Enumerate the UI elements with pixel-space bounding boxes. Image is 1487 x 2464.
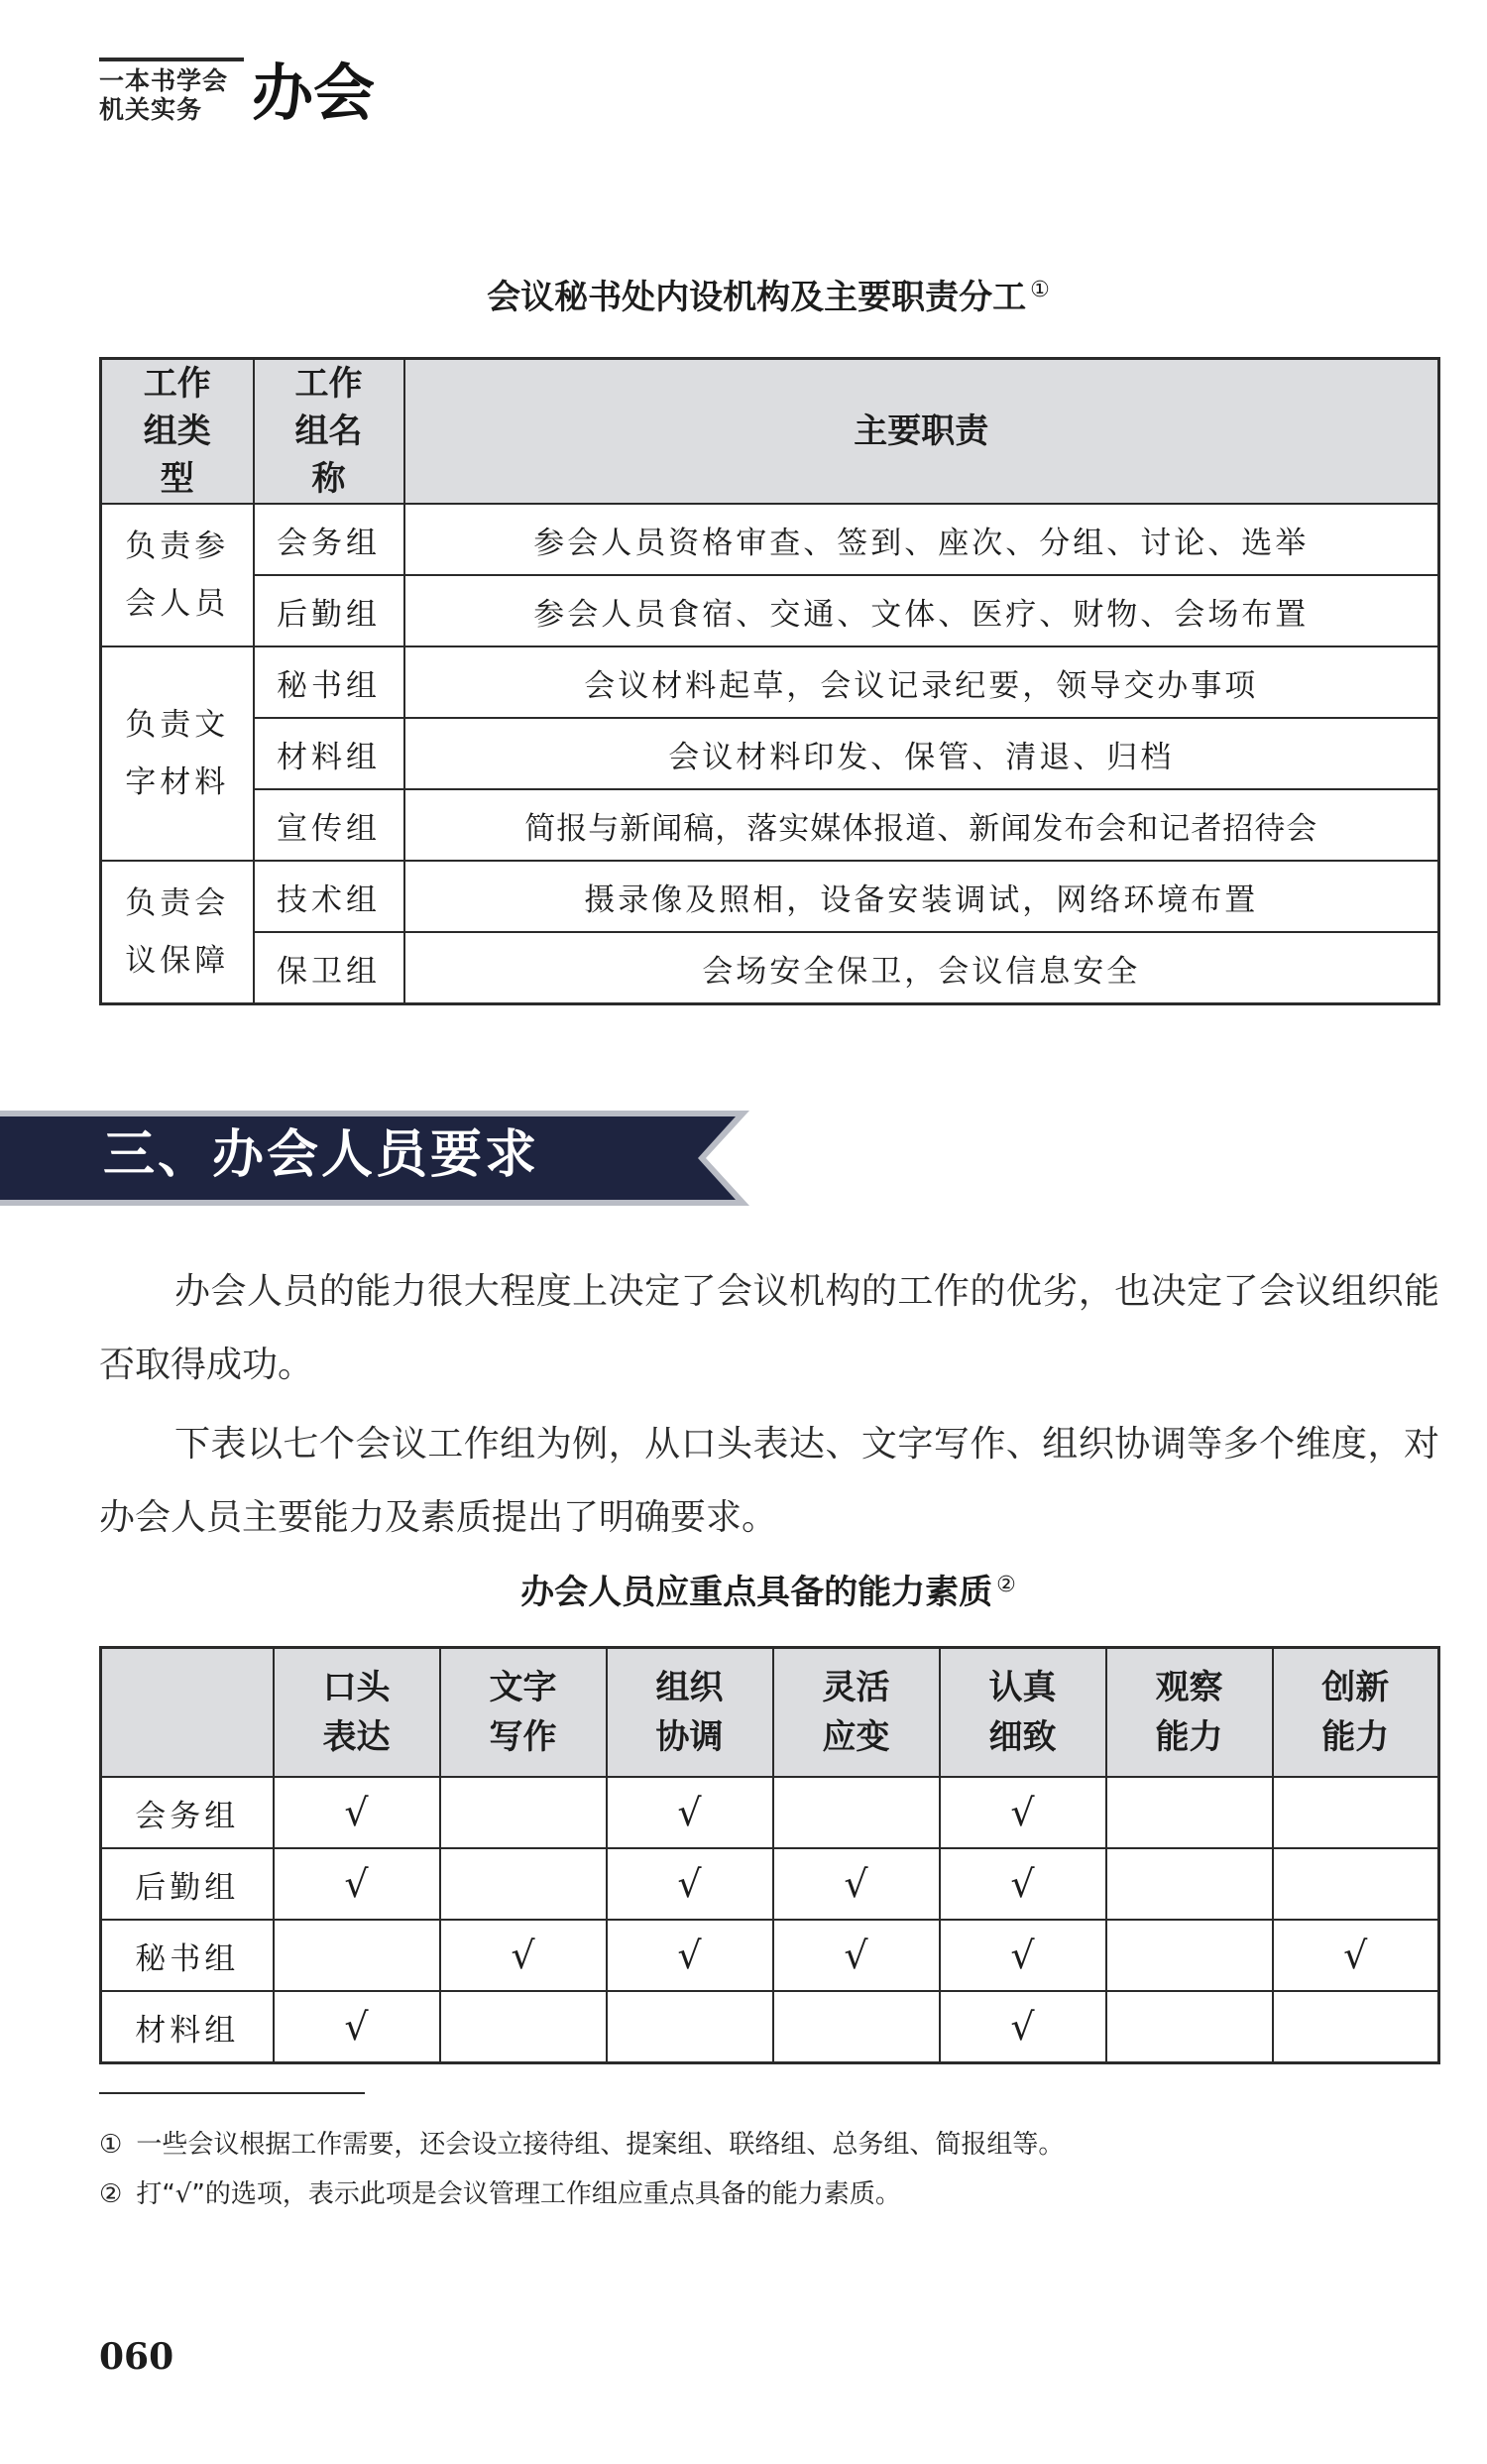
table-row	[101, 718, 1439, 789]
check-mark: √	[1273, 1920, 1439, 1991]
check-mark: √	[274, 1991, 440, 2063]
table1-caption-text: 会议秘书处内设机构及主要职责分工	[487, 278, 1027, 317]
group-type-cell	[101, 646, 254, 861]
column-header-type	[101, 359, 254, 505]
footnote-2	[99, 2175, 1447, 2213]
ability-header	[607, 1648, 773, 1778]
group-name-cell: 会务组	[101, 1777, 274, 1848]
table-row	[101, 646, 1439, 718]
check-mark: √	[940, 1777, 1106, 1848]
empty-cell	[1273, 1777, 1439, 1848]
table-row	[101, 789, 1439, 861]
table-row	[101, 861, 1439, 932]
ability-header	[1273, 1648, 1439, 1778]
group-name-cell: 会务组	[254, 504, 404, 575]
footnote-mark: ②	[99, 2179, 123, 2209]
table-row	[101, 504, 1439, 575]
check-mark: √	[773, 1920, 940, 1991]
check-mark: √	[940, 1920, 1106, 1991]
section-banner	[0, 1111, 753, 1206]
book-title: 办会	[252, 57, 376, 129]
column-header-name	[254, 359, 404, 505]
table-row	[101, 1777, 1439, 1848]
group-name-cell: 材料组	[101, 1991, 274, 2063]
check-mark: √	[274, 1777, 440, 1848]
group-type-cell	[101, 861, 254, 1004]
ability-header	[274, 1648, 440, 1778]
ability-header-label: 认真细致	[988, 1668, 1057, 1757]
ability-header-label: 文字写作	[489, 1668, 557, 1757]
column-header-type-label: 工作组类型	[143, 364, 211, 499]
check-mark: √	[773, 1848, 940, 1920]
table2-header-row	[101, 1648, 1439, 1778]
empty-cell	[773, 1777, 940, 1848]
ability-header-label: 创新能力	[1321, 1668, 1390, 1757]
page-number: 060	[99, 2336, 174, 2378]
body-paragraph: 下表以七个会议工作组为例，从口头表达、文字写作、组织协调等多个维度，对办会人员主要能力及素质提出了明确要求。	[99, 1424, 1439, 1538]
ability-header-label: 灵活应变	[822, 1668, 890, 1757]
empty-cell	[440, 1777, 607, 1848]
group-name-cell: 宣传组	[254, 789, 404, 861]
check-mark: √	[440, 1920, 607, 1991]
column-header-duty: 主要职责	[404, 359, 1439, 505]
table-row	[101, 1920, 1439, 1991]
empty-cell	[1273, 1991, 1439, 2063]
empty-cell	[1273, 1848, 1439, 1920]
empty-cell	[440, 1848, 607, 1920]
ability-header	[773, 1648, 940, 1778]
ability-table	[99, 1646, 1440, 2064]
table2-caption-text: 办会人员应重点具备的能力素质	[520, 1573, 993, 1612]
duty-cell: 会场安全保卫，会议信息安全	[404, 932, 1439, 1004]
series-name	[99, 66, 244, 124]
duty-cell: 参会人员资格审查、签到、座次、分组、讨论、选举	[404, 504, 1439, 575]
table2-caption	[99, 1565, 1437, 1613]
empty-cell	[1106, 1991, 1273, 2063]
footnote-rule	[99, 2092, 365, 2094]
table-row	[101, 575, 1439, 646]
ability-header-label: 组织协调	[655, 1668, 724, 1757]
footnote-text: 打“√”的选项，表示此项是会议管理工作组应重点具备的能力素质。	[136, 2179, 901, 2209]
empty-cell	[440, 1991, 607, 2063]
check-mark: √	[607, 1848, 773, 1920]
header-rule	[99, 58, 244, 61]
group-name-cell: 秘书组	[254, 646, 404, 718]
check-mark: √	[607, 1777, 773, 1848]
ability-header	[940, 1648, 1106, 1778]
check-mark: √	[940, 1848, 1106, 1920]
group-type-label: 负责参会人员	[125, 528, 230, 622]
table-row	[101, 1848, 1439, 1920]
check-mark: √	[940, 1991, 1106, 2063]
duty-cell: 简报与新闻稿，落实媒体报道、新闻发布会和记者招待会	[404, 789, 1439, 861]
duty-cell: 会议材料印发、保管、清退、归档	[404, 718, 1439, 789]
footnote-text: 一些会议根据工作需要，还会设立接待组、提案组、联络组、总务组、简报组等。	[136, 2130, 1065, 2160]
empty-cell	[607, 1991, 773, 2063]
series-line-1: 一本书学会	[99, 66, 229, 95]
corner-cell	[101, 1648, 274, 1778]
empty-cell	[773, 1991, 940, 2063]
group-type-cell	[101, 504, 254, 646]
responsibility-table	[99, 357, 1440, 1005]
table2-body	[101, 1777, 1439, 2063]
table1-caption	[99, 270, 1437, 318]
group-name-cell: 技术组	[254, 861, 404, 932]
group-type-label: 负责文字材料	[125, 707, 230, 800]
body-paragraph: 办会人员的能力很大程度上决定了会议机构的工作的优劣，也决定了会议组织能否取得成功。	[99, 1271, 1439, 1385]
check-mark: √	[274, 1848, 440, 1920]
duty-cell: 摄录像及照相，设备安装调试，网络环境布置	[404, 861, 1439, 932]
empty-cell	[1106, 1777, 1273, 1848]
ability-header	[440, 1648, 607, 1778]
check-mark: √	[607, 1920, 773, 1991]
ability-header-label: 口头表达	[322, 1668, 391, 1757]
ability-header-label: 观察能力	[1155, 1668, 1223, 1757]
table2-footnote-ref: ②	[996, 1572, 1016, 1597]
group-name-cell: 后勤组	[101, 1848, 274, 1920]
section-title: 三、办会人员要求	[103, 1125, 540, 1185]
footnote-mark: ①	[99, 2130, 123, 2160]
group-name-cell: 材料组	[254, 718, 404, 789]
duty-cell: 会议材料起草，会议记录纪要，领导交办事项	[404, 646, 1439, 718]
column-header-name-label: 工作组名称	[294, 364, 363, 499]
group-type-label: 负责会议保障	[125, 885, 230, 979]
footnote-1	[99, 2126, 1447, 2164]
empty-cell	[274, 1920, 440, 1991]
ability-header	[1106, 1648, 1273, 1778]
series-line-2: 机关实务	[99, 95, 203, 124]
group-name-cell: 保卫组	[254, 932, 404, 1004]
group-name-cell: 后勤组	[254, 575, 404, 646]
empty-cell	[1106, 1848, 1273, 1920]
table1-header-row	[101, 359, 1439, 505]
group-name-cell: 秘书组	[101, 1920, 274, 1991]
table-row	[101, 1991, 1439, 2063]
empty-cell	[1106, 1920, 1273, 1991]
duty-cell: 参会人员食宿、交通、文体、医疗、财物、会场布置	[404, 575, 1439, 646]
table-row	[101, 932, 1439, 1004]
table1-footnote-ref: ①	[1030, 277, 1050, 302]
